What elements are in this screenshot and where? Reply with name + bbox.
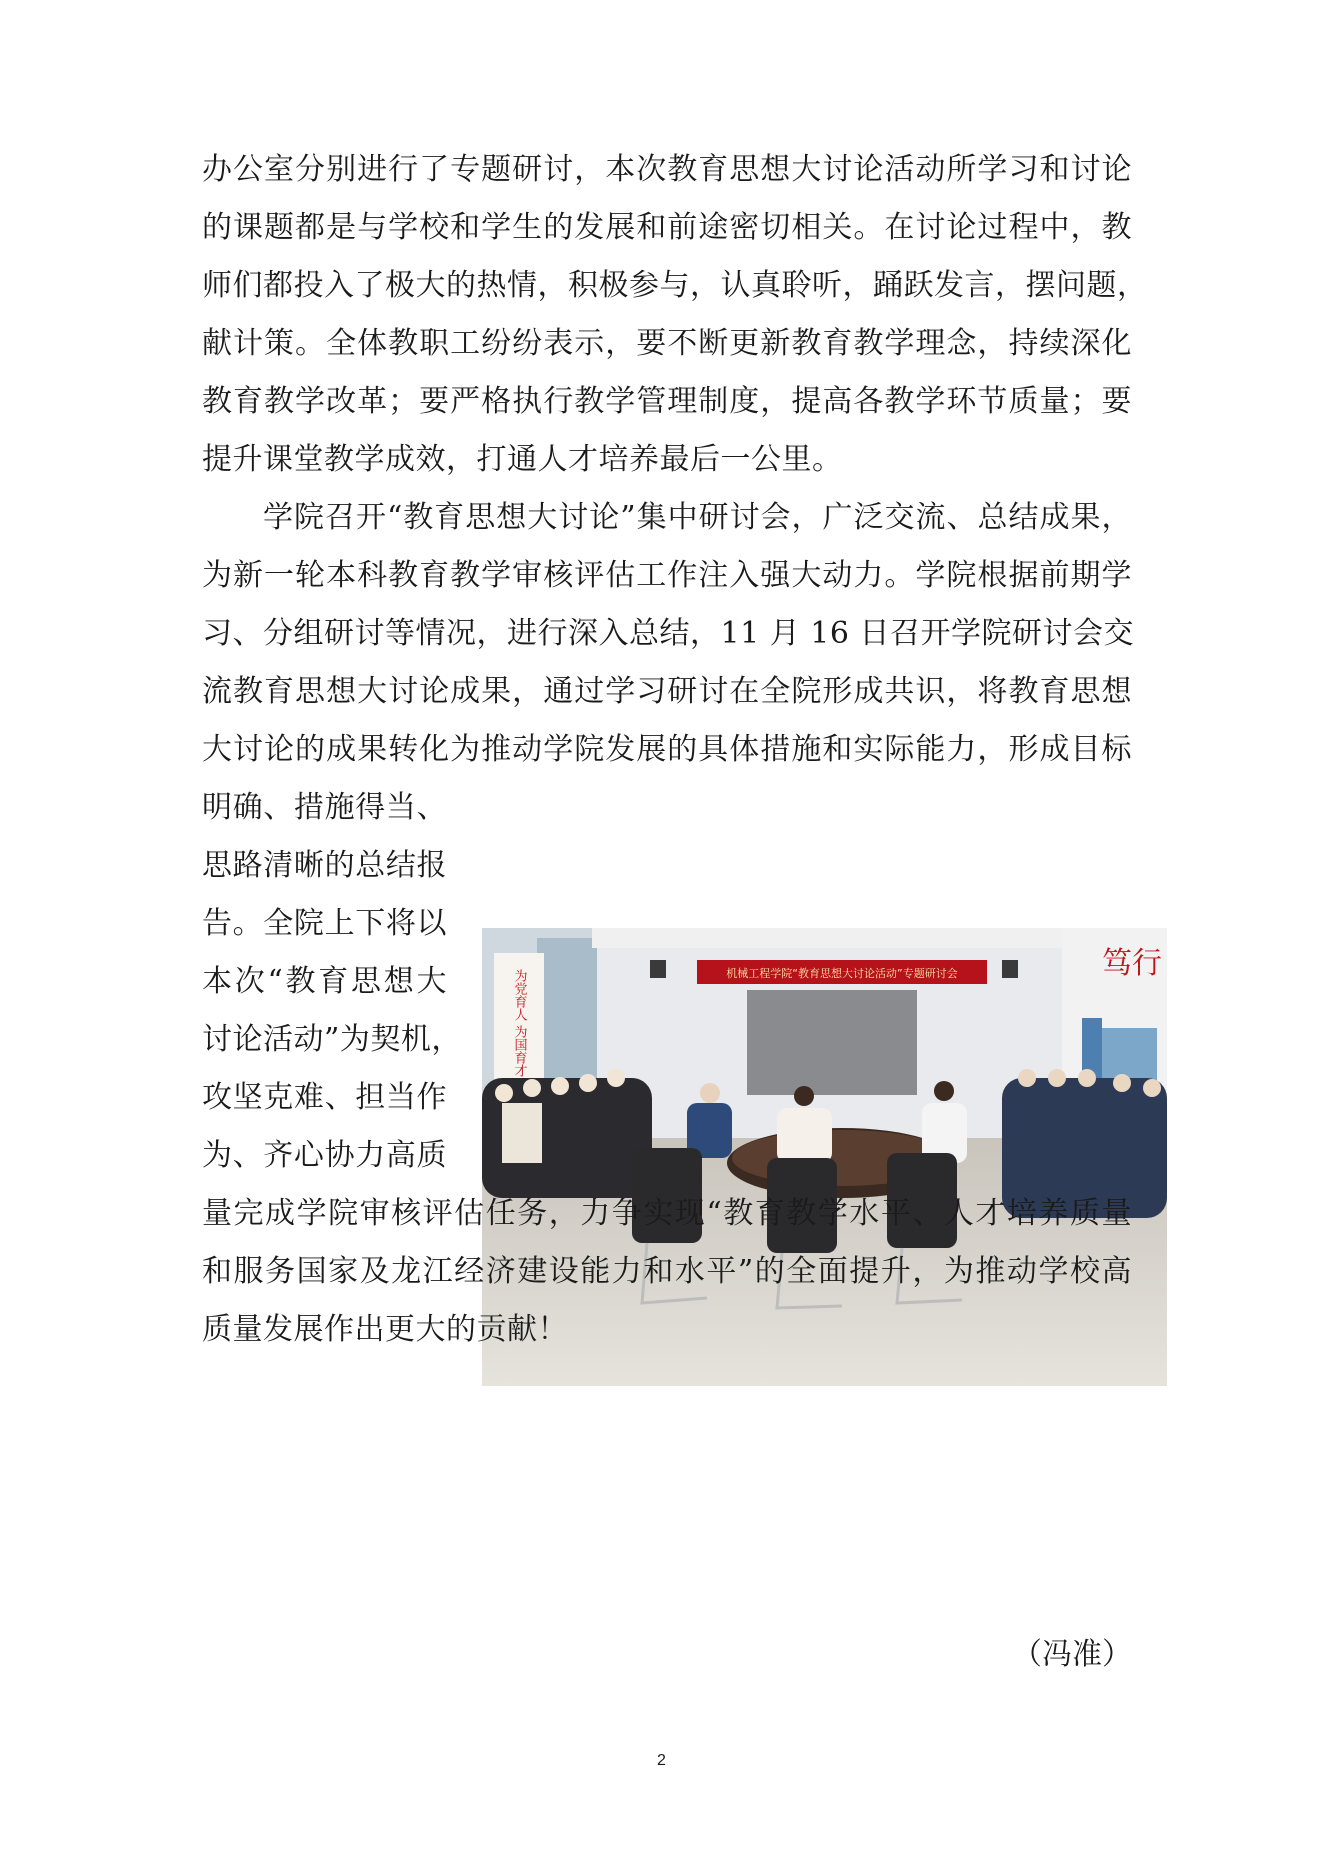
- paragraph-1-line-3: 师们都投入了极大的热情，积极参与，认真聆听，踊跃发言，摆问题，: [202, 268, 1148, 303]
- closing-line-3: 质量发展作出更大的贡献！: [202, 1312, 568, 1347]
- wrapped-line-4: 本次“教育思想大: [202, 964, 447, 999]
- paragraph-2-line-5: 大讨论的成果转化为推动学院发展的具体措施和实际能力，形成目标: [202, 732, 1132, 767]
- paragraph-2-line-1: 学院召开“教育思想大讨论”集中研讨会，广泛交流、总结成果，: [263, 500, 1132, 535]
- wrapped-line-3: 告。全院上下将以: [202, 906, 447, 941]
- photo-banner-text: 机械工程学院“教育思想大讨论活动”专题研讨会: [726, 967, 958, 980]
- paragraph-2-line-3: 习、分组研讨等情况，进行深入总结，11 月 16 日召开学院研讨会交: [202, 616, 1134, 651]
- paragraph-1-line-6: 提升课堂教学成效，打通人才培养最后一公里。: [202, 442, 843, 477]
- wrapped-line-6: 攻坚克难、担当作: [202, 1080, 447, 1115]
- paragraph-2-line-4: 流教育思想大讨论成果，通过学习研讨在全院形成共识，将教育思想: [202, 674, 1132, 709]
- author-signature: （冯准）: [1012, 1637, 1132, 1672]
- page-number: 2: [657, 1752, 666, 1769]
- wrapped-line-7: 为、齐心协力高质: [202, 1138, 447, 1173]
- paragraph-1-line-1: 办公室分别进行了专题研讨，本次教育思想大讨论活动所学习和讨论: [202, 152, 1132, 187]
- paragraph-2-line-2: 为新一轮本科教育教学审核评估工作注入强大动力。学院根据前期学: [202, 558, 1132, 593]
- photo-calligraphy-left: 为党育人 为国育才: [511, 968, 527, 1078]
- wrapped-line-2: 思路清晰的总结报: [202, 848, 447, 883]
- closing-line-1: 量完成学院审核评估任务，力争实现“教育教学水平、人才培养质量: [202, 1196, 1132, 1231]
- paragraph-1-line-2: 的课题都是与学校和学生的发展和前途密切相关。在讨论过程中，教: [202, 210, 1132, 245]
- paragraph-1-line-4: 献计策。全体教职工纷纷表示，要不断更新教育教学理念，持续深化: [202, 326, 1132, 361]
- photo-calligraphy-right: 笃行: [1102, 946, 1162, 981]
- paragraph-1-line-5: 教育教学改革；要严格执行教学管理制度，提高各教学环节质量；要: [202, 384, 1132, 419]
- closing-line-2: 和服务国家及龙江经济建设能力和水平”的全面提升，为推动学校高: [202, 1254, 1132, 1289]
- wrapped-line-5: 讨论活动”为契机，: [202, 1022, 462, 1057]
- wrapped-line-1: 明确、措施得当、: [202, 790, 447, 825]
